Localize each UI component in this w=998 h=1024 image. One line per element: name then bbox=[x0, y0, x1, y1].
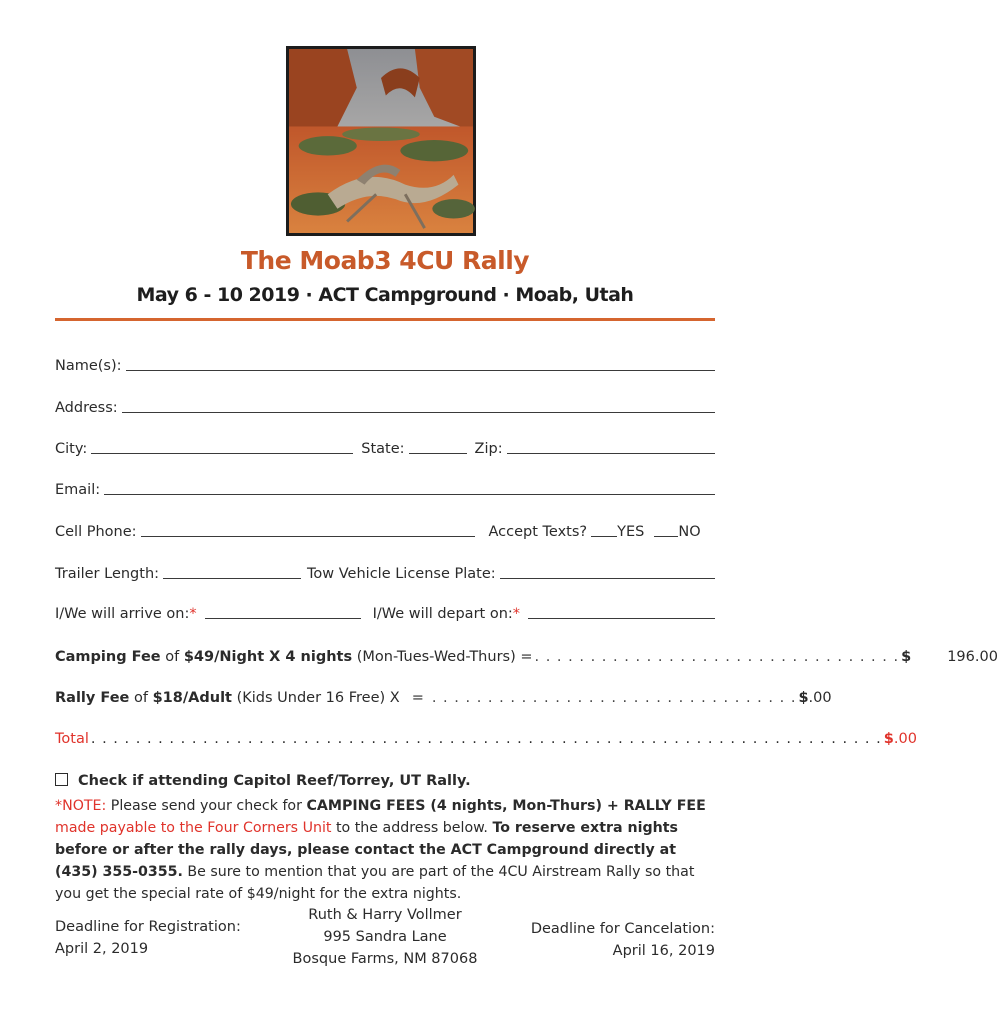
address-field[interactable] bbox=[122, 396, 715, 413]
total-row bbox=[55, 723, 917, 747]
rally-fee-dollar: $ bbox=[798, 690, 809, 706]
zip-label: Zip: bbox=[474, 441, 503, 457]
desert-arch-image bbox=[289, 49, 473, 233]
camping-fee-rate: $49/Night X 4 nights bbox=[183, 649, 353, 665]
camping-fee-of: of bbox=[160, 649, 184, 665]
email-label: Email: bbox=[55, 482, 101, 498]
arrive-field[interactable] bbox=[205, 602, 361, 619]
cell-row bbox=[55, 516, 715, 540]
state-label: State: bbox=[361, 441, 405, 457]
camping-fee-amount: 196.00 bbox=[947, 649, 998, 665]
trailer-label: Trailer Length: bbox=[55, 566, 160, 582]
names-field[interactable] bbox=[126, 354, 715, 371]
registration-deadline bbox=[55, 916, 241, 960]
capitol-reef-label: Check if attending Capitol Reef/Torrey, UT Rally. bbox=[78, 773, 471, 789]
texts-yes-label: YES bbox=[617, 524, 645, 540]
trailer-row bbox=[55, 558, 715, 582]
camping-fee-days: (Mon-Tues-Wed-Thurs) = bbox=[352, 649, 533, 665]
address-city: Bosque Farms, NM 87068 bbox=[292, 951, 478, 967]
address-street: 995 Sandra Lane bbox=[323, 929, 447, 945]
total-label: Total bbox=[55, 731, 89, 747]
depart-required-mark: * bbox=[512, 606, 521, 622]
note-fees: CAMPING FEES (4 nights, Mon-Thurs) + RALLY FEE bbox=[306, 798, 706, 814]
rally-fee-rate: $18/Adult bbox=[152, 690, 232, 706]
texts-yes-blank[interactable] bbox=[591, 520, 617, 537]
payment-note bbox=[55, 795, 715, 905]
plate-field[interactable] bbox=[500, 562, 715, 579]
dates-row bbox=[55, 598, 715, 622]
note-payable: made payable to the Four Corners Unit bbox=[55, 820, 332, 836]
cancel-deadline-label: Deadline for Cancelation: bbox=[530, 921, 715, 937]
rally-fee-row bbox=[55, 682, 832, 706]
rally-fee-cents: .00 bbox=[808, 690, 832, 706]
address-name: Ruth & Harry Vollmer bbox=[308, 907, 462, 923]
address-label: Address: bbox=[55, 400, 118, 416]
cell-label: Cell Phone: bbox=[55, 524, 137, 540]
state-field[interactable] bbox=[409, 437, 467, 454]
names-row bbox=[55, 350, 715, 374]
camping-fee-leader: . . . . . . . . . . . . . . . . . . . . . . . . . . . . . . . . . bbox=[534, 649, 900, 665]
note-prefix: *NOTE: bbox=[55, 798, 107, 814]
rally-title: The Moab3 4CU Rally bbox=[240, 246, 530, 275]
camping-fee-label: Camping Fee bbox=[55, 649, 161, 665]
city-label: City: bbox=[55, 441, 88, 457]
arrive-label: I/We will arrive on: bbox=[55, 606, 190, 622]
total-dollar: $ bbox=[883, 731, 894, 747]
capitol-reef-row bbox=[55, 765, 715, 789]
note-text-3: Be sure to mention that you are part of the 4CU Airstream Rally so that you get the special rate of $49/night for the extra nights. bbox=[55, 864, 695, 902]
total-cents: .00 bbox=[893, 731, 917, 747]
cancel-deadline bbox=[531, 918, 715, 962]
rally-fee-leader: . . . . . . . . . . . . . . . . . . . . . . . . . . . . . . . . . bbox=[431, 690, 797, 706]
header-divider bbox=[55, 318, 715, 321]
camping-fee-dollar: $ bbox=[901, 649, 912, 665]
note-text-1: Please send your check for bbox=[106, 798, 307, 814]
texts-no-label: NO bbox=[678, 524, 701, 540]
cancel-deadline-date: April 16, 2019 bbox=[612, 943, 715, 959]
plate-label: Tow Vehicle License Plate: bbox=[307, 566, 496, 582]
trailer-field[interactable] bbox=[163, 562, 301, 579]
texts-no-blank[interactable] bbox=[654, 520, 678, 537]
address-row bbox=[55, 392, 715, 416]
registration-deadline-date: April 2, 2019 bbox=[55, 941, 149, 957]
rally-fee-label: Rally Fee bbox=[55, 690, 130, 706]
rally-photo bbox=[286, 46, 476, 236]
email-field[interactable] bbox=[104, 478, 715, 495]
zip-field[interactable] bbox=[507, 437, 715, 454]
email-row bbox=[55, 474, 715, 498]
texts-label: Accept Texts? bbox=[488, 524, 588, 540]
names-label: Name(s): bbox=[55, 358, 122, 374]
mailing-address bbox=[270, 904, 500, 970]
capitol-reef-checkbox[interactable] bbox=[55, 773, 68, 786]
note-text-2: to the address below. bbox=[331, 820, 493, 836]
camping-fee-row bbox=[55, 641, 998, 665]
total-leader: . . . . . . . . . . . . . . . . . . . . . . . . . . . . . . . . . . . . . . . . . . . . . . . . . . . . . . . . . . . . . . . . . . . . . . . bbox=[90, 731, 882, 747]
rally-fee-kids: (Kids Under 16 Free) X bbox=[231, 690, 400, 706]
rally-subtitle: May 6 - 10 2019 · ACT Campground · Moab, Utah bbox=[136, 284, 634, 306]
arrive-required-mark: * bbox=[189, 606, 197, 622]
registration-deadline-label: Deadline for Registration: bbox=[55, 919, 241, 935]
note-extra-nights: To reserve extra nights before or after the rally days, please contact the ACT Campground directly at (435) 355-0355. bbox=[55, 820, 678, 880]
depart-field[interactable] bbox=[528, 602, 715, 619]
rally-fee-equals: = bbox=[411, 690, 424, 706]
rally-fee-of: of bbox=[129, 690, 153, 706]
city-field[interactable] bbox=[91, 437, 353, 454]
depart-label: I/We will depart on: bbox=[372, 606, 513, 622]
cell-field[interactable] bbox=[141, 520, 475, 537]
city-row bbox=[55, 433, 715, 457]
